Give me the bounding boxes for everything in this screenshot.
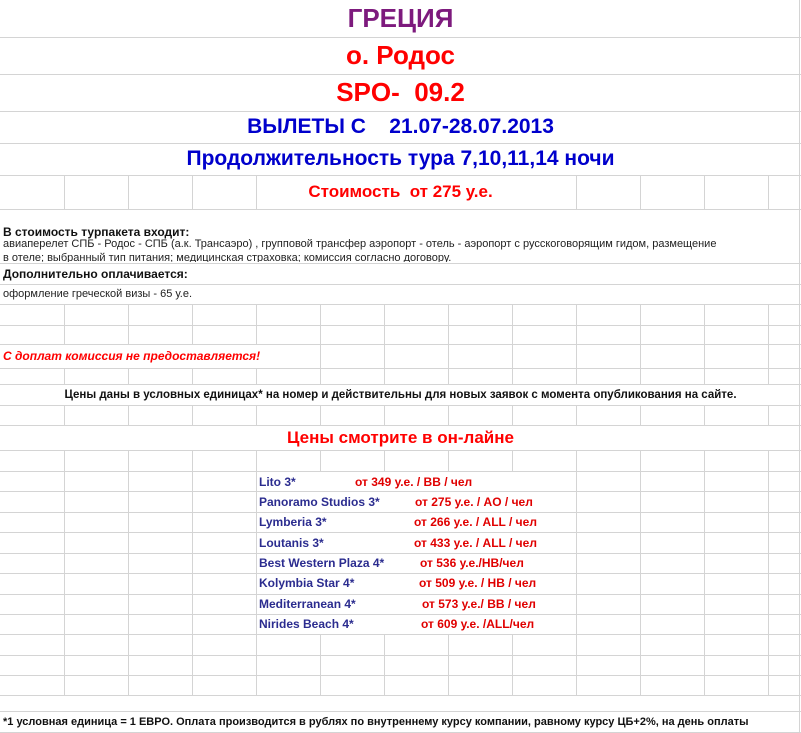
spo-title: SPO- 09.2 bbox=[336, 77, 465, 107]
gridline bbox=[0, 614, 801, 615]
gridline bbox=[384, 634, 385, 695]
no-commission-note: С доплат комиссия не предоставляется! bbox=[3, 349, 261, 363]
hotel-price: от 433 у.е. / ALL / чел bbox=[414, 536, 537, 550]
gridline bbox=[192, 450, 193, 695]
gridline bbox=[64, 304, 65, 344]
includes-line-2: в отеле; выбранный тип питания; медицинская страховка; комиссия согласно договору. bbox=[3, 252, 452, 262]
gridline bbox=[128, 450, 129, 695]
gridline bbox=[448, 450, 449, 471]
hotel-name: Lito 3* bbox=[259, 475, 296, 489]
gridline bbox=[0, 405, 801, 406]
gridline bbox=[192, 405, 193, 425]
hotel-price: от 573 у.е./ BB / чел bbox=[422, 597, 536, 611]
gridline bbox=[320, 304, 321, 344]
gridline bbox=[512, 450, 513, 471]
gridline bbox=[704, 304, 705, 344]
footnote: *1 условная единица = 1 ЕВРО. Оплата производится в рублях по внутреннему курсу компании, равному курсу ЦБ+2%, на день оплаты bbox=[3, 715, 749, 728]
extra-payment-title: Дополнительно оплачивается: bbox=[3, 266, 188, 281]
gridline bbox=[320, 405, 321, 425]
hotel-price: от 509 у.е. / HB / чел bbox=[419, 576, 537, 590]
gridline bbox=[64, 405, 65, 425]
gridline bbox=[192, 368, 193, 384]
gridline bbox=[576, 405, 577, 425]
gridline bbox=[0, 450, 801, 451]
gridline bbox=[512, 634, 513, 695]
hotel-price: от 536 у.е./HB/чел bbox=[420, 556, 524, 570]
gridline bbox=[576, 368, 577, 384]
gridline bbox=[384, 405, 385, 425]
gridline bbox=[640, 368, 641, 384]
hotel-name: Loutanis 3* bbox=[259, 536, 324, 550]
gridline bbox=[64, 450, 65, 695]
gridline bbox=[384, 450, 385, 471]
gridline bbox=[192, 304, 193, 344]
gridline bbox=[0, 573, 801, 574]
gridline bbox=[320, 368, 321, 384]
gridline bbox=[0, 594, 801, 595]
gridline bbox=[704, 405, 705, 425]
gridline bbox=[0, 471, 801, 472]
hotel-price: от 349 у.е. / BB / чел bbox=[355, 475, 473, 489]
country-title: ГРЕЦИЯ bbox=[347, 3, 454, 33]
gridline bbox=[320, 634, 321, 695]
hotel-name: Nirides Beach 4* bbox=[259, 617, 354, 631]
hotel-name: Mediterranean 4* bbox=[259, 597, 356, 611]
gridline bbox=[576, 304, 577, 344]
gridline bbox=[640, 405, 641, 425]
gridline bbox=[256, 368, 257, 384]
gridline bbox=[704, 450, 705, 695]
gridline bbox=[704, 368, 705, 384]
gridline bbox=[512, 368, 513, 384]
gridline bbox=[448, 634, 449, 695]
gridline bbox=[640, 450, 641, 695]
gridline bbox=[0, 553, 801, 554]
gridline bbox=[576, 450, 577, 695]
hotel-price: от 266 у.е. / ALL / чел bbox=[414, 515, 537, 529]
gridline bbox=[128, 368, 129, 384]
includes-line-1: авиаперелет СПБ - Родос - СПБ (а.к. Трансаэро) , групповой трансфер аэропорт - отель - аэропорт с русскоговорящим гидом, размещение bbox=[3, 239, 717, 250]
gridline bbox=[128, 304, 129, 344]
gridline bbox=[128, 405, 129, 425]
hotel-price: от 609 у.е. /ALL/чел bbox=[421, 617, 535, 631]
gridline bbox=[448, 405, 449, 425]
gridline bbox=[256, 450, 257, 695]
package-includes-block bbox=[0, 209, 801, 263]
gridline bbox=[0, 491, 801, 492]
gridline bbox=[0, 368, 801, 369]
gridline bbox=[0, 655, 801, 656]
island-title: о. Родос bbox=[345, 40, 456, 70]
hotel-name: Panoramo Studios 3* bbox=[259, 495, 380, 509]
hotel-name: Best Western Plaza 4* bbox=[259, 556, 385, 570]
price-from-heading: Стоимость от 275 у.е. bbox=[308, 182, 493, 201]
gridline bbox=[256, 405, 257, 425]
gridline bbox=[768, 304, 769, 344]
gridline bbox=[64, 368, 65, 384]
extra-payment-item: оформление греческой визы - 65 у.е. bbox=[3, 288, 193, 300]
gridline bbox=[0, 304, 801, 305]
gridline bbox=[512, 405, 513, 425]
includes-title: В стоимость турпакета входит: bbox=[3, 225, 190, 239]
hotel-name: Lymberia 3* bbox=[259, 515, 327, 529]
gridline bbox=[768, 368, 769, 384]
gridline bbox=[0, 695, 801, 696]
gridline bbox=[320, 450, 321, 471]
hotel-name: Kolymbia Star 4* bbox=[259, 576, 355, 590]
gridline bbox=[640, 304, 641, 344]
gridline bbox=[0, 532, 801, 533]
hotel-price: от 275 у.е. / AO / чел bbox=[415, 495, 533, 509]
gridline bbox=[0, 512, 801, 513]
gridline bbox=[384, 368, 385, 384]
departures-heading: ВЫЛЕТЫ С 21.07-28.07.2013 bbox=[247, 115, 554, 138]
gridline bbox=[448, 368, 449, 384]
duration-heading: Продолжительность тура 7,10,11,14 ночи bbox=[186, 147, 615, 170]
gridline bbox=[512, 304, 513, 344]
online-prices-heading: Цены смотрите в он-лайне bbox=[287, 427, 514, 447]
gridline bbox=[0, 634, 801, 635]
gridline bbox=[0, 325, 801, 326]
gridline bbox=[384, 304, 385, 344]
gridline bbox=[256, 304, 257, 344]
gridline bbox=[448, 304, 449, 344]
prices-note: Цены даны в условных единицах* на номер и действительны для новых заявок с момента опубликования на сайте. bbox=[64, 388, 737, 401]
gridline bbox=[768, 405, 769, 425]
gridline bbox=[0, 675, 801, 676]
gridline bbox=[768, 450, 769, 695]
